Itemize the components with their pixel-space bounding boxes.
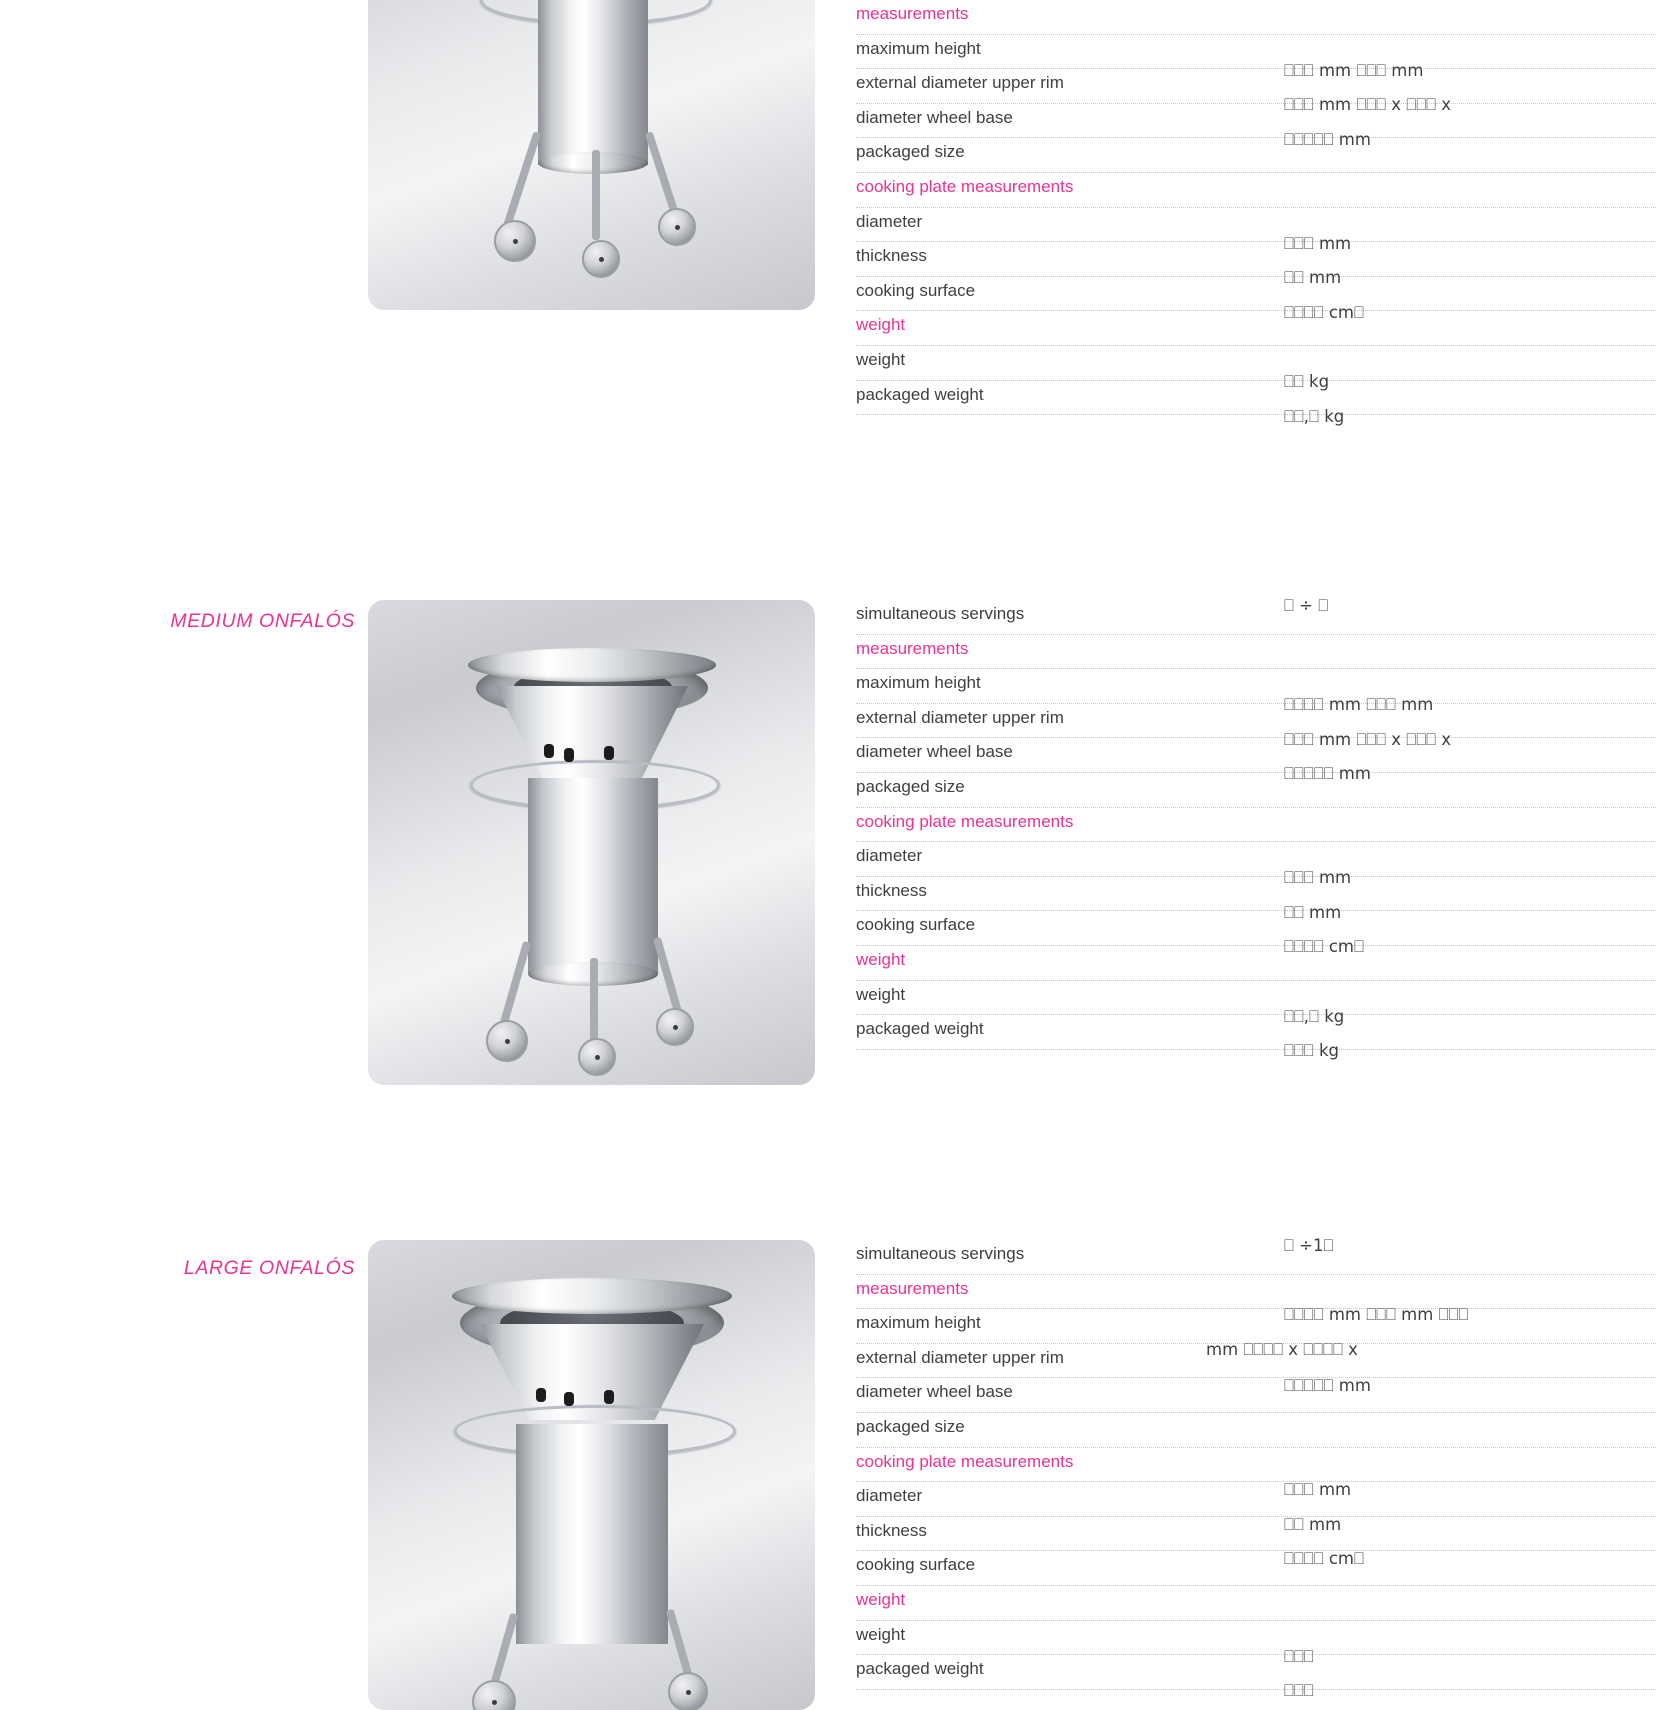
spec-label: cooking plate measurements <box>856 1451 1074 1471</box>
spec-value: ⎕⎕⎕⎕ cm⎕ <box>1284 1549 1364 1569</box>
spec-row <box>856 635 1656 670</box>
spec-label: weight <box>856 349 906 369</box>
spec-row <box>856 277 1656 322</box>
spec-label: external diameter upper rim <box>856 707 1064 727</box>
spec-table-small <box>856 0 1656 426</box>
spec-value: ⎕⎕ mm <box>1284 1514 1342 1534</box>
spec-label: measurements <box>856 638 969 658</box>
spec-row <box>856 69 1656 115</box>
spec-value: ⎕⎕⎕⎕ mm ⎕⎕⎕ mm ⎕⎕⎕ <box>1284 1305 1469 1325</box>
spec-label: packaged size <box>856 1416 965 1436</box>
spec-label: diameter wheel base <box>856 742 1013 762</box>
spec-table-large <box>856 1236 1656 1701</box>
spec-row <box>856 738 1656 784</box>
spec-label: diameter <box>856 211 923 231</box>
spec-row <box>856 1448 1656 1483</box>
spec-value: ⎕⎕⎕ mm <box>1284 868 1352 888</box>
spec-row <box>856 596 1656 635</box>
spec-row <box>856 877 1656 922</box>
spec-row <box>856 1236 1656 1275</box>
spec-label: thickness <box>856 1520 927 1540</box>
spec-row <box>856 173 1656 208</box>
spec-value: ⎕ ÷ ⎕ <box>1284 596 1329 615</box>
spec-label: simultaneous servings <box>856 604 1025 623</box>
product-photo-small <box>368 0 815 310</box>
spec-label: packaged size <box>856 776 965 796</box>
spec-row <box>856 346 1656 391</box>
spec-row <box>856 669 1656 715</box>
spec-row <box>856 946 1656 981</box>
spec-label: measurements <box>856 4 969 23</box>
grill-illustration <box>368 600 815 1085</box>
spec-row <box>856 1621 1656 1666</box>
spec-row <box>856 1305 1656 1344</box>
spec-row <box>856 0 1656 35</box>
spec-row <box>856 1655 1656 1701</box>
spec-row <box>856 1378 1656 1413</box>
spec-label: maximum height <box>856 673 981 693</box>
spec-value: ⎕⎕,⎕ kg <box>1284 1006 1345 1026</box>
spec-value: ⎕⎕⎕ <box>1284 1681 1314 1701</box>
spec-label: weight <box>856 1624 906 1644</box>
spec-table-medium <box>856 596 1656 1061</box>
product-photo-medium <box>368 600 815 1085</box>
spec-label: maximum height <box>856 38 981 58</box>
spec-value: ⎕⎕⎕⎕⎕ mm <box>1284 1376 1371 1396</box>
spec-value: ⎕⎕⎕⎕⎕ mm <box>1284 764 1371 784</box>
spec-label: thickness <box>856 880 927 900</box>
spec-label: diameter <box>856 846 923 866</box>
spec-row <box>856 242 1656 288</box>
spec-label: measurements <box>856 1278 969 1298</box>
spec-row <box>856 1514 1656 1552</box>
spec-label: packaged size <box>856 142 965 162</box>
spec-label: cooking plate measurements <box>856 811 1074 831</box>
spec-row <box>856 981 1656 1026</box>
grill-illustration <box>368 0 815 310</box>
spec-row <box>856 1586 1656 1621</box>
spec-value: ⎕⎕⎕ mm ⎕⎕⎕ x ⎕⎕⎕ x <box>1284 95 1451 115</box>
spec-row <box>856 842 1656 888</box>
product-title: MEDIUM ONFALÓS <box>170 610 355 632</box>
spec-value: ⎕⎕⎕⎕ cm⎕ <box>1284 937 1364 957</box>
spec-label: maximum height <box>856 1313 981 1333</box>
spec-label: diameter wheel base <box>856 1382 1013 1402</box>
spec-label: cooking surface <box>856 1555 976 1575</box>
spec-row <box>856 1551 1656 1586</box>
spec-value: ⎕⎕ kg <box>1284 371 1330 391</box>
spec-row <box>856 1015 1656 1061</box>
spec-label: external diameter upper rim <box>856 1347 1064 1367</box>
spec-value: ⎕⎕⎕⎕ mm ⎕⎕⎕ mm <box>1284 695 1434 715</box>
spec-row <box>856 773 1656 808</box>
spec-row <box>856 208 1656 253</box>
spec-value: ⎕⎕⎕ mm <box>1284 233 1352 253</box>
spec-row <box>856 311 1656 346</box>
spec-row <box>856 1275 1656 1310</box>
spec-row <box>856 1339 1656 1379</box>
spec-row <box>856 911 1656 957</box>
spec-value: ⎕⎕ mm <box>1284 268 1342 288</box>
spec-row <box>856 704 1656 749</box>
spec-label: weight <box>856 949 906 969</box>
spec-label: weight <box>856 315 906 335</box>
spec-label: diameter <box>856 1486 923 1506</box>
spec-value: ⎕⎕⎕⎕ cm⎕ <box>1284 302 1364 322</box>
spec-value: ⎕ ÷1⎕ <box>1284 1236 1334 1255</box>
spec-row <box>856 808 1656 843</box>
spec-label: cooking surface <box>856 280 976 300</box>
spec-value: ⎕⎕⎕ mm ⎕⎕⎕ x ⎕⎕⎕ x <box>1284 729 1451 749</box>
spec-label: weight <box>856 984 906 1004</box>
spec-value: ⎕⎕⎕ mm <box>1284 1480 1352 1500</box>
spec-row <box>856 35 1656 80</box>
spec-label: external diameter upper rim <box>856 73 1064 93</box>
spec-label: diameter wheel base <box>856 107 1013 127</box>
spec-row <box>856 1482 1656 1517</box>
spec-row <box>856 138 1656 173</box>
spec-label: packaged weight <box>856 1659 984 1679</box>
spec-label: weight <box>856 1589 906 1609</box>
spec-label: packaged weight <box>856 384 984 404</box>
spec-row <box>856 1413 1656 1448</box>
spec-value: ⎕⎕⎕ kg <box>1284 1041 1339 1061</box>
spec-value: ⎕⎕,⎕ kg <box>1284 406 1345 426</box>
spec-row <box>856 104 1656 149</box>
spec-value: ⎕⎕⎕ <box>1284 1646 1314 1666</box>
grill-illustration <box>368 1240 815 1710</box>
product-photo-large <box>368 1240 815 1710</box>
spec-value: mm ⎕⎕⎕⎕ x ⎕⎕⎕⎕ x <box>1206 1339 1358 1359</box>
spec-value: ⎕⎕⎕⎕⎕ mm <box>1284 129 1371 149</box>
spec-label: cooking plate measurements <box>856 176 1074 196</box>
spec-label: thickness <box>856 246 927 266</box>
spec-label: cooking surface <box>856 915 976 935</box>
spec-label: simultaneous servings <box>856 1244 1025 1263</box>
spec-value: ⎕⎕ mm <box>1284 902 1342 922</box>
spec-value: ⎕⎕⎕ mm ⎕⎕⎕ mm <box>1284 60 1424 80</box>
spec-label: packaged weight <box>856 1019 984 1039</box>
spec-row <box>856 381 1656 426</box>
product-title: LARGE ONFALÓS <box>183 1257 355 1279</box>
